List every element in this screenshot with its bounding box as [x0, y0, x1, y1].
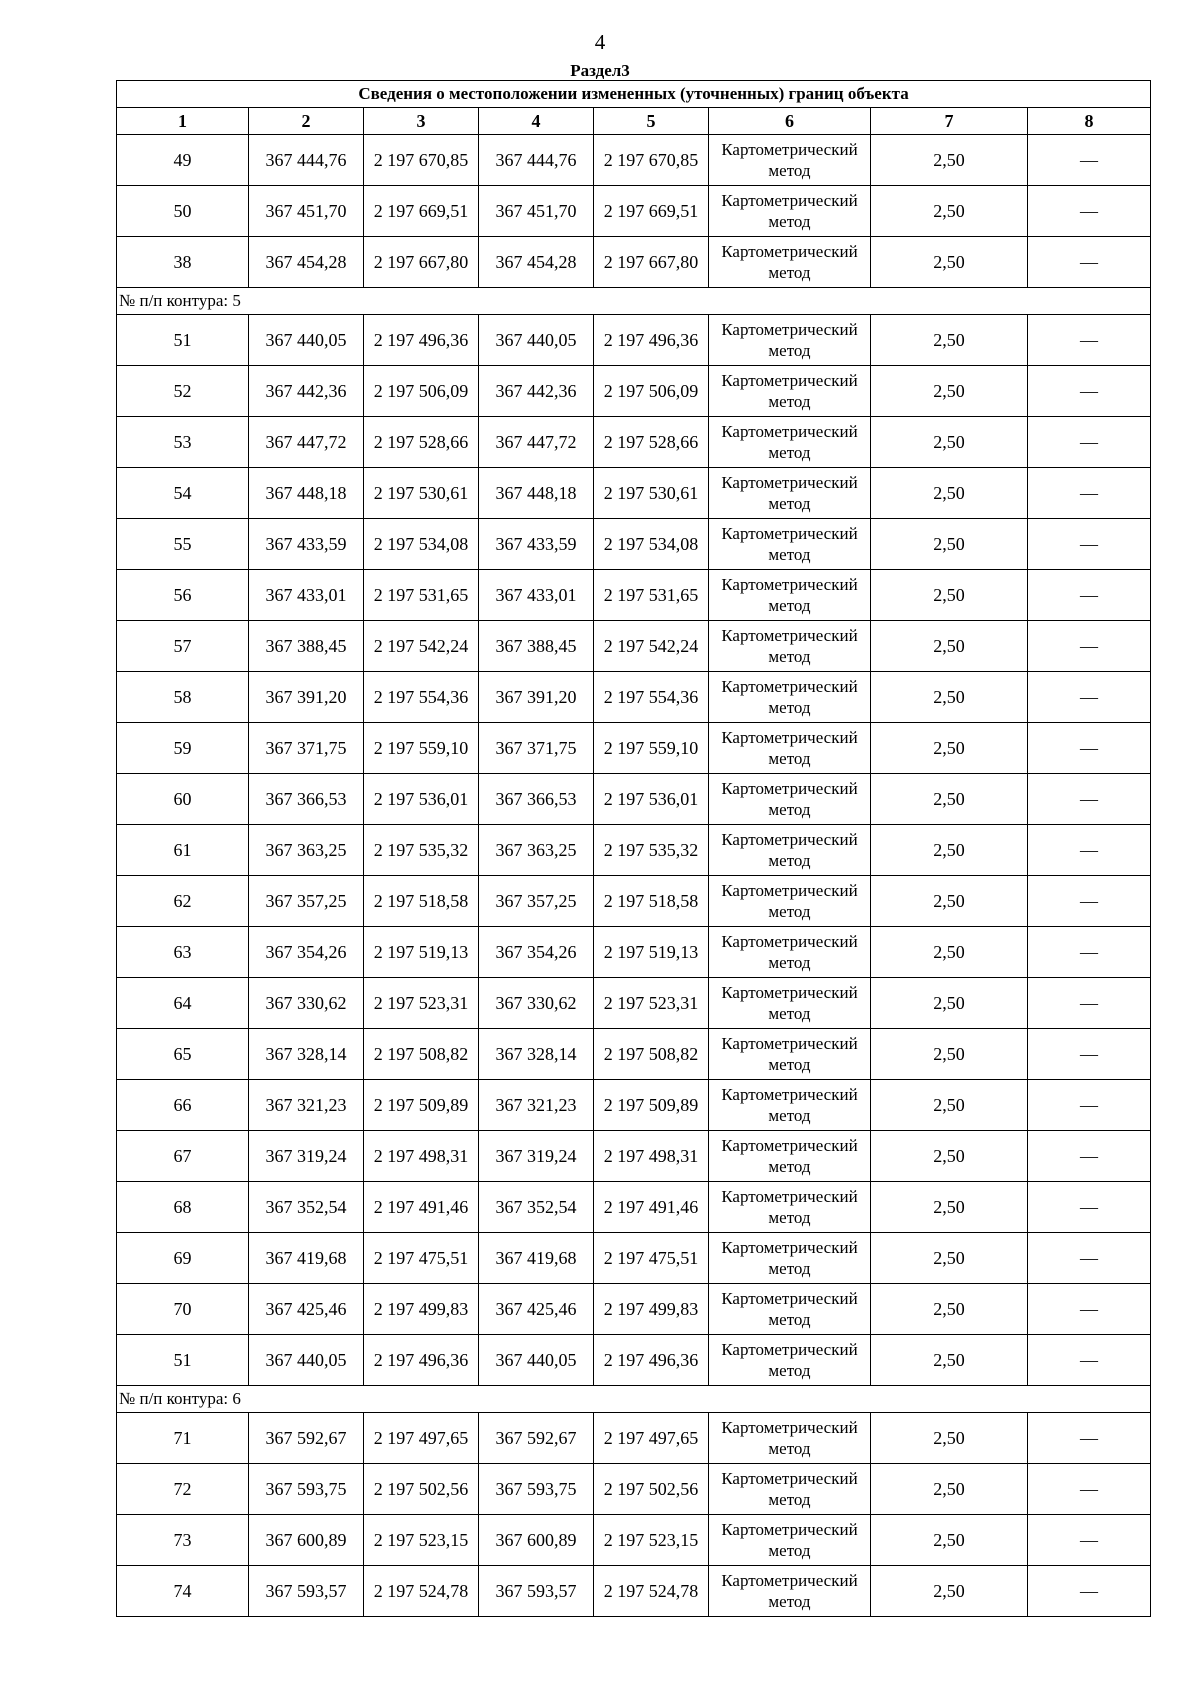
x-old-cell: 367 319,24	[249, 1131, 364, 1182]
description-cell: —	[1028, 672, 1151, 723]
x-old-cell: 367 447,72	[249, 417, 364, 468]
point-number-cell: 53	[117, 417, 249, 468]
x-old-cell: 367 593,75	[249, 1464, 364, 1515]
description-cell: —	[1028, 876, 1151, 927]
description-cell: —	[1028, 1335, 1151, 1386]
point-number-cell: 72	[117, 1464, 249, 1515]
table-row	[117, 417, 1151, 468]
y-new-cell: 2 197 530,61	[594, 468, 709, 519]
x-new-cell: 367 600,89	[479, 1515, 594, 1566]
table-row	[117, 366, 1151, 417]
accuracy-cell: 2,50	[871, 570, 1028, 621]
method-cell: Картометрический метод	[709, 135, 871, 186]
method-cell: Картометрический метод	[709, 825, 871, 876]
x-new-cell: 367 371,75	[479, 723, 594, 774]
x-new-cell: 367 319,24	[479, 1131, 594, 1182]
x-new-cell: 367 366,53	[479, 774, 594, 825]
accuracy-cell: 2,50	[871, 978, 1028, 1029]
x-old-cell: 367 448,18	[249, 468, 364, 519]
description-cell: —	[1028, 723, 1151, 774]
table-row	[117, 135, 1151, 186]
x-old-cell: 367 328,14	[249, 1029, 364, 1080]
method-cell: Картометрический метод	[709, 237, 871, 288]
y-old-cell: 2 197 506,09	[364, 366, 479, 417]
y-new-cell: 2 197 496,36	[594, 1335, 709, 1386]
point-number-cell: 74	[117, 1566, 249, 1617]
accuracy-cell: 2,50	[871, 366, 1028, 417]
x-new-cell: 367 419,68	[479, 1233, 594, 1284]
table-row	[117, 237, 1151, 288]
accuracy-cell: 2,50	[871, 468, 1028, 519]
y-old-cell: 2 197 528,66	[364, 417, 479, 468]
y-old-cell: 2 197 523,31	[364, 978, 479, 1029]
y-old-cell: 2 197 502,56	[364, 1464, 479, 1515]
method-cell: Картометрический метод	[709, 1566, 871, 1617]
description-cell: —	[1028, 978, 1151, 1029]
accuracy-cell: 2,50	[871, 825, 1028, 876]
table-row	[117, 1233, 1151, 1284]
y-new-cell: 2 197 554,36	[594, 672, 709, 723]
point-number-cell: 73	[117, 1515, 249, 1566]
x-new-cell: 367 433,01	[479, 570, 594, 621]
y-new-cell: 2 197 534,08	[594, 519, 709, 570]
x-old-cell: 367 388,45	[249, 621, 364, 672]
y-new-cell: 2 197 506,09	[594, 366, 709, 417]
table-row	[117, 774, 1151, 825]
point-number-cell: 56	[117, 570, 249, 621]
contour-label: № п/п контура: 6	[117, 1386, 1151, 1413]
description-cell: —	[1028, 1464, 1151, 1515]
table-row	[117, 621, 1151, 672]
method-cell: Картометрический метод	[709, 1233, 871, 1284]
contour-row	[117, 288, 1151, 315]
y-old-cell: 2 197 536,01	[364, 774, 479, 825]
y-old-cell: 2 197 535,32	[364, 825, 479, 876]
x-old-cell: 367 451,70	[249, 186, 364, 237]
method-cell: Картометрический метод	[709, 1515, 871, 1566]
y-new-cell: 2 197 523,15	[594, 1515, 709, 1566]
method-cell: Картометрический метод	[709, 774, 871, 825]
y-old-cell: 2 197 519,13	[364, 927, 479, 978]
description-cell: —	[1028, 774, 1151, 825]
x-new-cell: 367 433,59	[479, 519, 594, 570]
method-cell: Картометрический метод	[709, 1464, 871, 1515]
method-cell: Картометрический метод	[709, 1029, 871, 1080]
description-cell: —	[1028, 621, 1151, 672]
table-row	[117, 1335, 1151, 1386]
x-old-cell: 367 371,75	[249, 723, 364, 774]
point-number-cell: 50	[117, 186, 249, 237]
x-old-cell: 367 600,89	[249, 1515, 364, 1566]
point-number-cell: 51	[117, 315, 249, 366]
description-cell: —	[1028, 135, 1151, 186]
y-new-cell: 2 197 667,80	[594, 237, 709, 288]
description-cell: —	[1028, 1233, 1151, 1284]
description-cell: —	[1028, 468, 1151, 519]
y-old-cell: 2 197 542,24	[364, 621, 479, 672]
accuracy-cell: 2,50	[871, 1233, 1028, 1284]
column-number-2: 2	[249, 108, 364, 135]
table-row	[117, 978, 1151, 1029]
x-old-cell: 367 433,59	[249, 519, 364, 570]
point-number-cell: 66	[117, 1080, 249, 1131]
y-new-cell: 2 197 499,83	[594, 1284, 709, 1335]
y-new-cell: 2 197 535,32	[594, 825, 709, 876]
y-new-cell: 2 197 497,65	[594, 1413, 709, 1464]
table-row	[117, 1080, 1151, 1131]
table-row	[117, 519, 1151, 570]
point-number-cell: 60	[117, 774, 249, 825]
point-number-cell: 38	[117, 237, 249, 288]
x-new-cell: 367 328,14	[479, 1029, 594, 1080]
x-new-cell: 367 592,67	[479, 1413, 594, 1464]
method-cell: Картометрический метод	[709, 570, 871, 621]
y-new-cell: 2 197 508,82	[594, 1029, 709, 1080]
y-old-cell: 2 197 475,51	[364, 1233, 479, 1284]
point-number-cell: 58	[117, 672, 249, 723]
table-row	[117, 315, 1151, 366]
accuracy-cell: 2,50	[871, 1080, 1028, 1131]
y-old-cell: 2 197 497,65	[364, 1413, 479, 1464]
x-new-cell: 367 444,76	[479, 135, 594, 186]
accuracy-cell: 2,50	[871, 186, 1028, 237]
section-title: Раздел3	[570, 61, 630, 80]
y-new-cell: 2 197 524,78	[594, 1566, 709, 1617]
description-cell: —	[1028, 1029, 1151, 1080]
table-row	[117, 468, 1151, 519]
x-old-cell: 367 442,36	[249, 366, 364, 417]
x-new-cell: 367 354,26	[479, 927, 594, 978]
description-cell: —	[1028, 366, 1151, 417]
contour-label: № п/п контура: 5	[117, 288, 1151, 315]
accuracy-cell: 2,50	[871, 237, 1028, 288]
x-new-cell: 367 388,45	[479, 621, 594, 672]
page-number: 4	[594, 30, 606, 54]
table-row	[117, 1131, 1151, 1182]
y-old-cell: 2 197 524,78	[364, 1566, 479, 1617]
x-new-cell: 367 440,05	[479, 315, 594, 366]
table-row	[117, 1464, 1151, 1515]
table-row	[117, 1284, 1151, 1335]
y-new-cell: 2 197 536,01	[594, 774, 709, 825]
point-number-cell: 61	[117, 825, 249, 876]
accuracy-cell: 2,50	[871, 1566, 1028, 1617]
table-row	[117, 570, 1151, 621]
point-number-cell: 62	[117, 876, 249, 927]
method-cell: Картометрический метод	[709, 519, 871, 570]
x-new-cell: 367 447,72	[479, 417, 594, 468]
accuracy-cell: 2,50	[871, 1413, 1028, 1464]
table-body	[117, 135, 1151, 1617]
x-new-cell: 367 357,25	[479, 876, 594, 927]
x-old-cell: 367 391,20	[249, 672, 364, 723]
column-number-7: 7	[871, 108, 1028, 135]
accuracy-cell: 2,50	[871, 315, 1028, 366]
accuracy-cell: 2,50	[871, 1515, 1028, 1566]
description-cell: —	[1028, 825, 1151, 876]
y-old-cell: 2 197 496,36	[364, 315, 479, 366]
method-cell: Картометрический метод	[709, 723, 871, 774]
x-old-cell: 367 419,68	[249, 1233, 364, 1284]
description-cell: —	[1028, 1182, 1151, 1233]
y-old-cell: 2 197 518,58	[364, 876, 479, 927]
description-cell: —	[1028, 315, 1151, 366]
x-old-cell: 367 352,54	[249, 1182, 364, 1233]
y-new-cell: 2 197 523,31	[594, 978, 709, 1029]
y-new-cell: 2 197 559,10	[594, 723, 709, 774]
table-row	[117, 1566, 1151, 1617]
y-new-cell: 2 197 509,89	[594, 1080, 709, 1131]
y-old-cell: 2 197 531,65	[364, 570, 479, 621]
method-cell: Картометрический метод	[709, 978, 871, 1029]
table-row	[117, 672, 1151, 723]
point-number-cell: 70	[117, 1284, 249, 1335]
accuracy-cell: 2,50	[871, 1029, 1028, 1080]
x-new-cell: 367 391,20	[479, 672, 594, 723]
y-old-cell: 2 197 491,46	[364, 1182, 479, 1233]
column-number-1: 1	[117, 108, 249, 135]
y-new-cell: 2 197 670,85	[594, 135, 709, 186]
description-cell: —	[1028, 237, 1151, 288]
point-number-cell: 59	[117, 723, 249, 774]
x-old-cell: 367 354,26	[249, 927, 364, 978]
boundary-coordinates-table	[116, 80, 1151, 1617]
y-old-cell: 2 197 667,80	[364, 237, 479, 288]
x-new-cell: 367 330,62	[479, 978, 594, 1029]
method-cell: Картометрический метод	[709, 672, 871, 723]
method-cell: Картометрический метод	[709, 366, 871, 417]
y-new-cell: 2 197 475,51	[594, 1233, 709, 1284]
x-new-cell: 367 593,57	[479, 1566, 594, 1617]
point-number-cell: 54	[117, 468, 249, 519]
y-new-cell: 2 197 498,31	[594, 1131, 709, 1182]
y-new-cell: 2 197 519,13	[594, 927, 709, 978]
method-cell: Картометрический метод	[709, 1335, 871, 1386]
table-row	[117, 1182, 1151, 1233]
method-cell: Картометрический метод	[709, 1080, 871, 1131]
column-number-5: 5	[594, 108, 709, 135]
x-new-cell: 367 442,36	[479, 366, 594, 417]
description-cell: —	[1028, 1413, 1151, 1464]
x-old-cell: 367 321,23	[249, 1080, 364, 1131]
y-old-cell: 2 197 669,51	[364, 186, 479, 237]
point-number-cell: 63	[117, 927, 249, 978]
description-cell: —	[1028, 1131, 1151, 1182]
x-new-cell: 367 363,25	[479, 825, 594, 876]
description-cell: —	[1028, 186, 1151, 237]
table-row	[117, 723, 1151, 774]
table-row	[117, 186, 1151, 237]
method-cell: Картометрический метод	[709, 315, 871, 366]
y-old-cell: 2 197 530,61	[364, 468, 479, 519]
column-number-6: 6	[709, 108, 871, 135]
y-old-cell: 2 197 523,15	[364, 1515, 479, 1566]
x-old-cell: 367 425,46	[249, 1284, 364, 1335]
method-cell: Картометрический метод	[709, 621, 871, 672]
method-cell: Картометрический метод	[709, 1131, 871, 1182]
y-new-cell: 2 197 528,66	[594, 417, 709, 468]
method-cell: Картометрический метод	[709, 927, 871, 978]
accuracy-cell: 2,50	[871, 135, 1028, 186]
method-cell: Картометрический метод	[709, 876, 871, 927]
accuracy-cell: 2,50	[871, 774, 1028, 825]
table-row	[117, 1413, 1151, 1464]
x-old-cell: 367 593,57	[249, 1566, 364, 1617]
accuracy-cell: 2,50	[871, 876, 1028, 927]
method-cell: Картометрический метод	[709, 1413, 871, 1464]
point-number-cell: 68	[117, 1182, 249, 1233]
x-new-cell: 367 448,18	[479, 468, 594, 519]
y-old-cell: 2 197 498,31	[364, 1131, 479, 1182]
description-cell: —	[1028, 417, 1151, 468]
table-row	[117, 876, 1151, 927]
x-old-cell: 367 330,62	[249, 978, 364, 1029]
table-row	[117, 927, 1151, 978]
table-row	[117, 825, 1151, 876]
column-number-row	[117, 108, 1151, 135]
column-number-3: 3	[364, 108, 479, 135]
accuracy-cell: 2,50	[871, 519, 1028, 570]
y-old-cell: 2 197 499,83	[364, 1284, 479, 1335]
x-new-cell: 367 454,28	[479, 237, 594, 288]
point-number-cell: 55	[117, 519, 249, 570]
point-number-cell: 57	[117, 621, 249, 672]
accuracy-cell: 2,50	[871, 1284, 1028, 1335]
description-cell: —	[1028, 1284, 1151, 1335]
method-cell: Картометрический метод	[709, 1182, 871, 1233]
accuracy-cell: 2,50	[871, 1335, 1028, 1386]
accuracy-cell: 2,50	[871, 417, 1028, 468]
method-cell: Картометрический метод	[709, 186, 871, 237]
method-cell: Картометрический метод	[709, 1284, 871, 1335]
method-cell: Картометрический метод	[709, 468, 871, 519]
table-caption: Сведения о местоположении измененных (уточненных) границ объекта	[117, 81, 1151, 108]
y-new-cell: 2 197 669,51	[594, 186, 709, 237]
y-new-cell: 2 197 531,65	[594, 570, 709, 621]
accuracy-cell: 2,50	[871, 927, 1028, 978]
x-old-cell: 367 366,53	[249, 774, 364, 825]
table-row	[117, 1029, 1151, 1080]
description-cell: —	[1028, 1515, 1151, 1566]
description-cell: —	[1028, 519, 1151, 570]
description-cell: —	[1028, 927, 1151, 978]
point-number-cell: 64	[117, 978, 249, 1029]
y-old-cell: 2 197 509,89	[364, 1080, 479, 1131]
x-old-cell: 367 592,67	[249, 1413, 364, 1464]
y-old-cell: 2 197 670,85	[364, 135, 479, 186]
x-old-cell: 367 440,05	[249, 1335, 364, 1386]
y-old-cell: 2 197 534,08	[364, 519, 479, 570]
y-new-cell: 2 197 542,24	[594, 621, 709, 672]
y-new-cell: 2 197 491,46	[594, 1182, 709, 1233]
x-new-cell: 367 321,23	[479, 1080, 594, 1131]
description-cell: —	[1028, 570, 1151, 621]
accuracy-cell: 2,50	[871, 723, 1028, 774]
accuracy-cell: 2,50	[871, 621, 1028, 672]
column-number-4: 4	[479, 108, 594, 135]
point-number-cell: 69	[117, 1233, 249, 1284]
accuracy-cell: 2,50	[871, 1464, 1028, 1515]
x-new-cell: 367 440,05	[479, 1335, 594, 1386]
x-old-cell: 367 440,05	[249, 315, 364, 366]
contour-row	[117, 1386, 1151, 1413]
y-old-cell: 2 197 508,82	[364, 1029, 479, 1080]
y-old-cell: 2 197 496,36	[364, 1335, 479, 1386]
x-old-cell: 367 454,28	[249, 237, 364, 288]
accuracy-cell: 2,50	[871, 1182, 1028, 1233]
method-cell: Картометрический метод	[709, 417, 871, 468]
y-new-cell: 2 197 502,56	[594, 1464, 709, 1515]
point-number-cell: 67	[117, 1131, 249, 1182]
y-new-cell: 2 197 518,58	[594, 876, 709, 927]
accuracy-cell: 2,50	[871, 672, 1028, 723]
y-old-cell: 2 197 559,10	[364, 723, 479, 774]
x-new-cell: 367 352,54	[479, 1182, 594, 1233]
point-number-cell: 49	[117, 135, 249, 186]
x-new-cell: 367 451,70	[479, 186, 594, 237]
description-cell: —	[1028, 1080, 1151, 1131]
table-row	[117, 1515, 1151, 1566]
description-cell: —	[1028, 1566, 1151, 1617]
x-new-cell: 367 593,75	[479, 1464, 594, 1515]
point-number-cell: 65	[117, 1029, 249, 1080]
x-old-cell: 367 444,76	[249, 135, 364, 186]
point-number-cell: 71	[117, 1413, 249, 1464]
accuracy-cell: 2,50	[871, 1131, 1028, 1182]
point-number-cell: 51	[117, 1335, 249, 1386]
point-number-cell: 52	[117, 366, 249, 417]
column-number-8: 8	[1028, 108, 1151, 135]
y-new-cell: 2 197 496,36	[594, 315, 709, 366]
x-old-cell: 367 357,25	[249, 876, 364, 927]
x-old-cell: 367 433,01	[249, 570, 364, 621]
y-old-cell: 2 197 554,36	[364, 672, 479, 723]
x-old-cell: 367 363,25	[249, 825, 364, 876]
x-new-cell: 367 425,46	[479, 1284, 594, 1335]
